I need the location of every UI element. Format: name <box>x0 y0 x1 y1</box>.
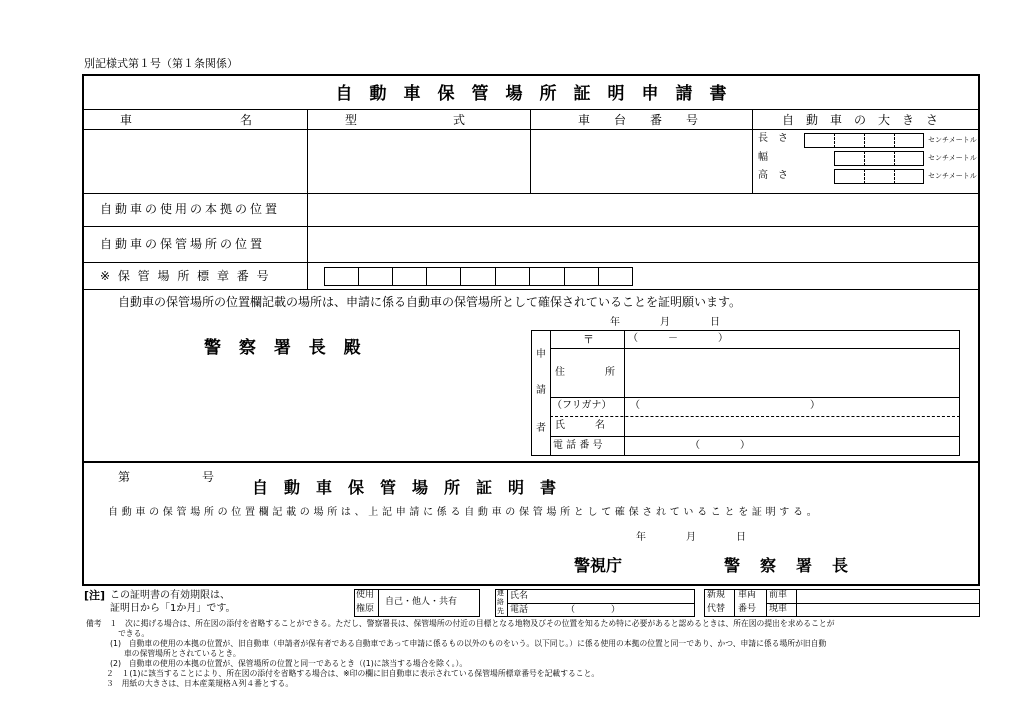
width-field[interactable] <box>834 151 924 166</box>
replacement-label[interactable]: 代替 <box>707 604 726 614</box>
postal-mark: 〒 <box>583 333 594 346</box>
contact-label-2: 絡 <box>497 598 504 606</box>
usage-rights-options[interactable]: 自己・他人・共有 <box>385 597 458 607</box>
base-location-field[interactable] <box>308 194 979 225</box>
remark-1-1-cont: 車の保管場所とされているとき。 <box>124 649 241 658</box>
usage-rights-label-2: 権原 <box>356 604 375 614</box>
furigana-field[interactable]: （ ） <box>630 400 820 411</box>
length-label: 長 さ <box>758 133 788 144</box>
police-chief-addressee: 警 察 署 長 殿 <box>204 338 367 358</box>
phone-field[interactable]: （ ） <box>690 440 750 451</box>
height-field[interactable] <box>834 169 924 184</box>
plate-label-2: 番号 <box>738 604 757 614</box>
remark-3: ３ 用紙の大きさは、日本産業規格Ａ列４番とする。 <box>106 679 294 688</box>
chassis-number-header: 車 台 番 号 <box>578 113 699 127</box>
note-label: [注] <box>84 589 106 602</box>
height-label: 高 さ <box>758 170 788 181</box>
applicant-side-label-3: 者 <box>536 423 546 434</box>
width-unit: センチメートル <box>928 154 977 162</box>
request-statement: 自動車の保管場所の位置欄記載の場所は、申請に係る自動車の保管場所として確保されていることを証明願います。 <box>118 295 742 309</box>
length-unit: センチメートル <box>928 136 977 144</box>
sticker-number-label: ※ 保 管 場 所 標 章 番 号 <box>100 269 271 283</box>
address-label: 住 所 <box>555 367 615 378</box>
certificate-agency: 警視庁 <box>574 556 623 575</box>
usage-rights-label-1: 使用 <box>356 590 375 600</box>
new-label[interactable]: 新規 <box>707 590 726 600</box>
storage-location-label: 自動車の保管場所の位置 <box>100 237 266 251</box>
vehicle-size-header: 自 動 車 の 大 き さ <box>782 113 939 127</box>
height-unit: センチメートル <box>928 172 977 180</box>
contact-phone-field[interactable]: （ ） <box>566 605 621 615</box>
certificate-title: 自 動 車 保 管 場 所 証 明 書 <box>252 478 557 497</box>
name-field[interactable] <box>625 417 959 435</box>
vehicle-name-header: 車 名 <box>120 113 253 127</box>
remark-2: ２ １(1)に該当することにより、所在図の添付を省略する場合は、※印の欄に旧自動車に表示されている保管場所標章番号を記載すること。 <box>106 669 600 678</box>
certificate-statement: 自動車の保管場所の位置欄記載の場所は、上記申請に係る自動車の保管場所として確保されていることを証明する。 <box>108 507 821 518</box>
contact-label-3: 先 <box>497 607 504 615</box>
applicant-side-label-2: 請 <box>536 385 546 396</box>
vehicle-type-field[interactable] <box>308 130 529 192</box>
width-label: 幅 <box>758 152 768 163</box>
vehicle-type-header: 型 式 <box>345 113 466 127</box>
name-label: 氏 名 <box>555 420 605 431</box>
certificate-issuer: 警 察 署 長 <box>724 556 851 575</box>
remark-1-2: (2) 自動車の使用の本拠の位置が、保管場所の位置と同一であるとき（(1)に該当する場合を除く。）。 <box>110 659 468 668</box>
remark-1: 備考 １ 次に掲げる場合は、所在図の添付を省略することができる。ただし、警察署長は、保管場所の付近の目標となる地物及びその位置を知るため特に必要があると認めるときは、所在図の提出を求めることが <box>86 619 835 628</box>
applicant-side-label-1: 申 <box>536 349 546 360</box>
plate-label-1: 車両 <box>738 590 757 600</box>
contact-phone-label: 電話 <box>510 605 529 615</box>
chassis-number-field[interactable] <box>531 130 751 192</box>
storage-location-field[interactable] <box>308 227 979 261</box>
previous-car-label: 前車 <box>769 590 788 600</box>
remark-1-cont: できる。 <box>118 629 150 638</box>
contact-name-label: 氏名 <box>510 591 529 601</box>
furigana-label: （フリガナ） <box>552 400 612 411</box>
address-field[interactable] <box>625 349 959 396</box>
postal-code-field[interactable]: （ － ） <box>628 333 728 344</box>
contact-label-1: 連 <box>497 589 504 597</box>
certificate-date: 年 月 日 <box>636 532 746 543</box>
application-date[interactable]: 年 月 日 <box>610 317 720 328</box>
remark-1-1: (1) 自動車の使用の本拠の位置が、旧自動車（申請者が保有者である自動車であって申請に係るもの以外のものをいう。以下同じ。）に係る使用の本拠の位置と同一であり、かつ、申請に係る場所が旧自動 <box>110 639 827 648</box>
form-number: 別記様式第１号（第１条関係） <box>84 57 238 70</box>
base-location-label: 自動車の使用の本拠の位置 <box>100 202 281 216</box>
note-line-2: 証明日から「1か月」です。 <box>110 603 236 614</box>
current-car-label: 現車 <box>769 604 788 614</box>
certificate-number: 第 号 <box>118 470 215 484</box>
sticker-number-field[interactable] <box>324 267 633 286</box>
vehicle-name-field[interactable] <box>83 130 306 192</box>
form-title: 自 動 車 保 管 場 所 証 明 申 請 書 <box>335 84 727 104</box>
note-line-1: この証明書の有効期限は、 <box>110 590 230 601</box>
phone-label: 電 話 番 号 <box>553 440 603 451</box>
